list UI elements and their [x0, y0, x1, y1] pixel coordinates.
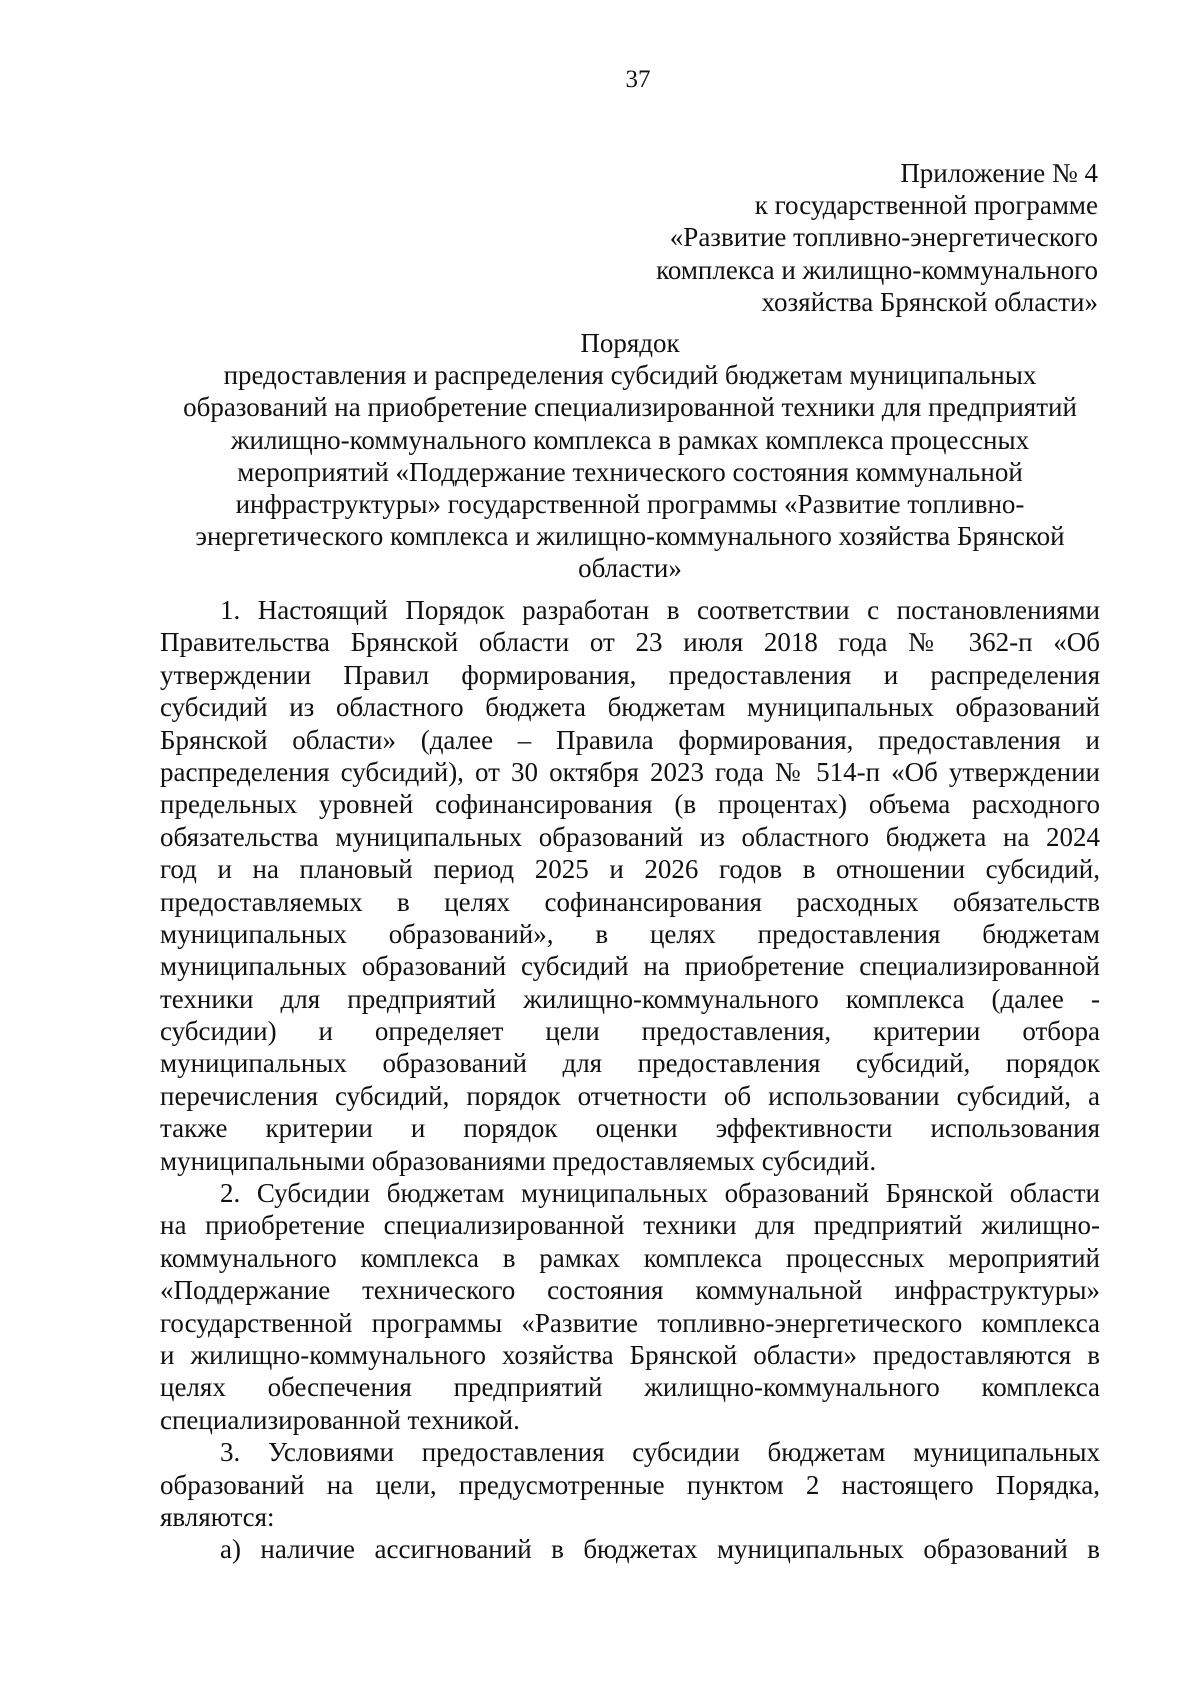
body-line: на приобретение специализированной техники для предприятий жилищно- — [160, 1210, 1100, 1241]
title-line: образований на приобретение специализированной техники для предприятий — [183, 392, 1077, 423]
appendix-line: «Развитие топливно-энергетического — [669, 222, 1098, 253]
body-line: «Поддержание технического состояния коммунальной инфраструктуры» — [160, 1275, 1100, 1306]
body-line: обязательства муниципальных образований из областного бюджета на 2024 — [160, 821, 1100, 852]
body-line: коммунального комплекса в рамках комплекса процессных мероприятий — [160, 1242, 1100, 1273]
body-line: муниципальных образований субсидий на приобретение специализированной — [160, 951, 1100, 982]
title-line: жилищно-коммунального комплекса в рамках комплекса процессных — [230, 424, 1030, 455]
body-line: специализированной техникой. — [160, 1404, 520, 1435]
body-line: предоставляемых в целях софинансирования расходных обязательств — [160, 886, 1100, 917]
body-line: год и на плановый период 2025 и 2026 годов в отношении субсидий, — [160, 854, 1100, 885]
body-line: Брянской области» (далее – Правила формирования, предоставления и — [160, 724, 1100, 755]
body-line: муниципальных образований», в целях предоставления бюджетам — [160, 918, 1100, 949]
body-line: субсидий из областного бюджета бюджетам муниципальных образований — [160, 692, 1100, 723]
title-line: области» — [578, 553, 682, 584]
body-line: а) наличие ассигнований в бюджетах муниципальных образований в — [220, 1534, 1100, 1565]
body-line: утверждении Правил формирования, предоставления и распределения — [160, 659, 1100, 690]
body-line: также критерии и порядок оценки эффективности использования — [160, 1113, 1100, 1144]
body-line: 3. Условиями предоставления субсидии бюджетам муниципальных — [220, 1437, 1100, 1468]
body-line: распределения субсидий), от 30 октября 2023 года № 514-п «Об утверждении — [160, 756, 1100, 787]
body-line: Правительства Брянской области от 23 июля 2018 года № 362-п «Об — [160, 627, 1100, 658]
body-line: государственной программы «Развитие топливно-энергетического комплекса — [160, 1307, 1100, 1338]
document-title — [160, 327, 1100, 585]
title-line: энергетического комплекса и жилищно-коммунального хозяйства Брянской — [195, 521, 1065, 552]
body-line: целях обеспечения предприятий жилищно-коммунального комплекса — [160, 1372, 1100, 1403]
title-line: Порядок — [580, 328, 680, 358]
body-line: техники для предприятий жилищно-коммунального комплекса (далее - — [160, 983, 1100, 1014]
appendix-line: к государственной программе — [754, 190, 1098, 221]
body-line: предельных уровней софинансирования (в процентах) объема расходного — [160, 789, 1100, 820]
appendix-line: хозяйства Брянской области» — [761, 286, 1098, 317]
body-line: и жилищно-коммунального хозяйства Брянской области» предоставляются в — [160, 1339, 1100, 1370]
title-line: инфраструктуры» государственной программы «Развитие топливно- — [235, 489, 1025, 520]
title-line: мероприятий «Поддержание технического состояния коммунальной — [237, 456, 1023, 487]
appendix-header — [538, 157, 1098, 318]
body-line: субсидии) и определяет цели предоставления, критерии отбора — [160, 1016, 1100, 1047]
appendix-line: комплекса и жилищно-коммунального — [656, 254, 1098, 285]
body-line: образований на цели, предусмотренные пунктом 2 настоящего Порядка, — [160, 1469, 1100, 1500]
body-line: муниципальных образований для предоставления субсидий, порядок — [160, 1048, 1100, 1079]
body-line: 1. Настоящий Порядок разработан в соответствии с постановлениями — [220, 595, 1100, 625]
appendix-line: Приложение № 4 — [900, 158, 1098, 188]
body-line: муниципальными образованиями предоставляемых субсидий. — [160, 1145, 877, 1176]
body-line: перечисления субсидий, порядок отчетности об использовании субсидий, а — [160, 1080, 1100, 1111]
body-line: являются: — [160, 1501, 275, 1532]
page-number: 37 — [625, 66, 651, 93]
title-line: предоставления и распределения субсидий бюджетам муниципальных — [223, 360, 1037, 391]
document-body — [160, 594, 1100, 1566]
body-line: 2. Субсидии бюджетам муниципальных образований Брянской области — [220, 1178, 1100, 1209]
